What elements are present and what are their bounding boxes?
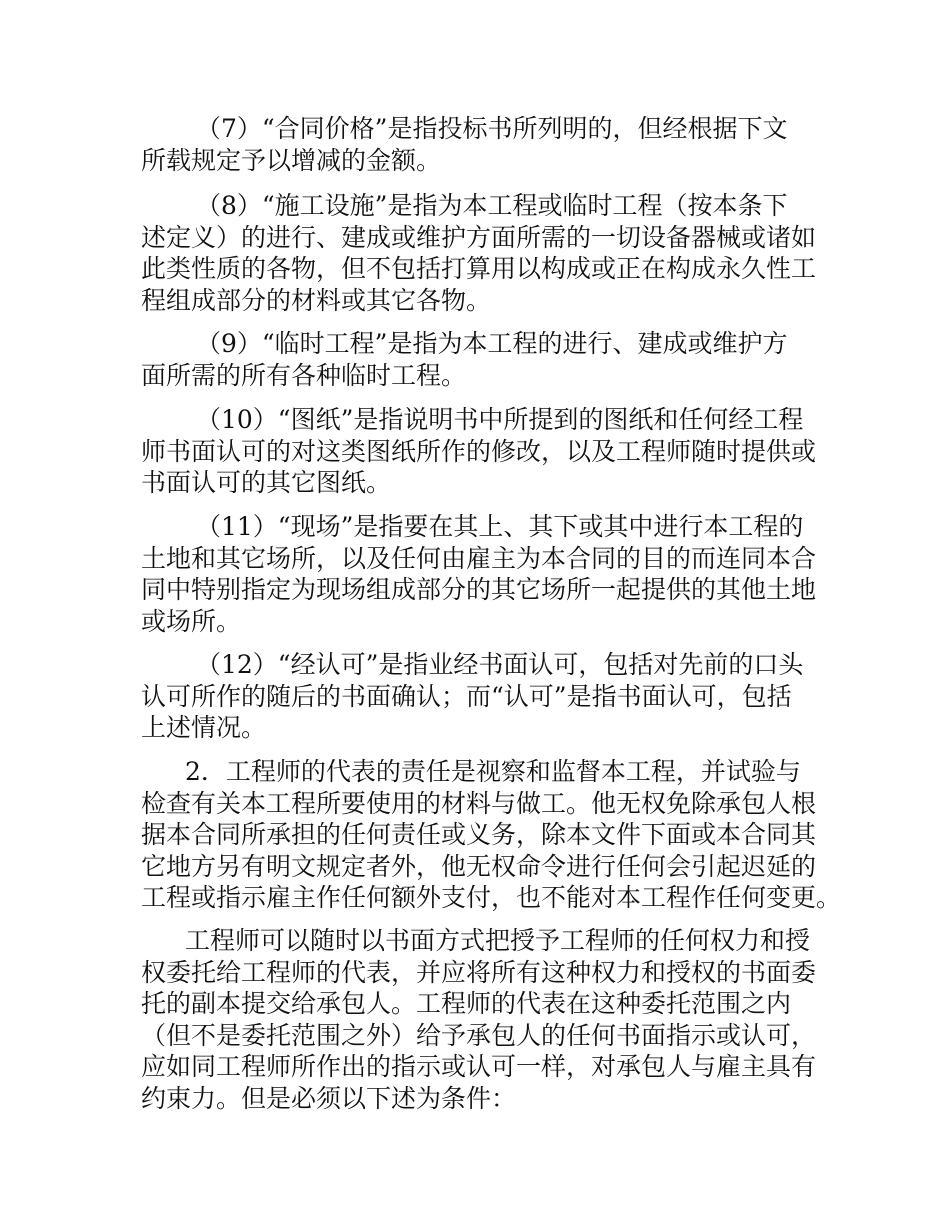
text-line: 托的副本提交给承包人。工程师的代表在这种委托范围之内 bbox=[141, 989, 792, 1018]
text-line: 或场所。 bbox=[141, 606, 242, 636]
text-line: 认可所作的随后的书面确认；而“认可”是指书面认可，包括 bbox=[141, 681, 792, 711]
paragraph-approved bbox=[141, 649, 821, 744]
text-line: 工程或指示雇主作任何额外支付，也不能对本工程作任何变更。 bbox=[141, 883, 842, 912]
text-line: 它地方另有明文规定者外，他无权命令进行任何会引起迟延的 bbox=[141, 851, 817, 881]
text-line: 据本合同所承担的任何责任或义务，除本文件下面或本合同其 bbox=[141, 820, 817, 849]
text-line: 2．工程师的代表的责任是视察和监督本工程，并试验与 bbox=[185, 757, 801, 786]
paragraph-construction-facilities bbox=[141, 190, 821, 316]
paragraph-delegation bbox=[141, 925, 821, 1114]
text-line: （8）“施工设施”是指为本工程或临时工程（按本条下 bbox=[196, 191, 788, 220]
text-line: 面所需的所有各种临时工程。 bbox=[141, 360, 467, 390]
text-line: 权委托给工程师的代表，并应将所有这种权力和授权的书面委 bbox=[141, 957, 817, 987]
text-line: 书面认可的其它图纸。 bbox=[141, 468, 392, 497]
paragraph-temporary-works bbox=[141, 328, 821, 391]
text-line: （但不是委托范围之外）给予承包人的任何书面指示或认可， bbox=[141, 1020, 817, 1050]
text-line: 工程师可以随时以书面方式把授予工程师的任何权力和授 bbox=[185, 926, 811, 955]
text-line: 所载规定予以增减的金额。 bbox=[141, 145, 442, 175]
text-line: （12）“经认可”是指业经书面认可，包括对先前的口头 bbox=[196, 650, 804, 679]
text-line: （10）“图纸”是指说明书中所提到的图纸和任何经工程 bbox=[196, 405, 804, 434]
text-line: 程组成部分的材料或其它各物。 bbox=[141, 285, 492, 315]
text-line: （11）“现场”是指要在其上、其下或其中进行本工程的 bbox=[196, 512, 804, 541]
paragraph-section-2 bbox=[141, 756, 842, 914]
text-line: 应如同工程师所作出的指示或认可一样，对承包人与雇主具有 bbox=[141, 1052, 817, 1081]
text-line: 土地和其它场所，以及任何由雇主为本合同的目的而连同本合 bbox=[141, 543, 817, 573]
paragraph-contract-price bbox=[141, 113, 821, 176]
text-line: 师书面认可的对这类图纸所作的修改，以及工程师随时提供或 bbox=[141, 436, 817, 466]
text-line: （9）“临时工程”是指为本工程的进行、建成或维护方 bbox=[196, 329, 788, 358]
text-line: 同中特别指定为现场组成部分的其它场所一起提供的其他土地 bbox=[141, 575, 817, 604]
text-line: 述定义）的进行、建成或维护方面所需的一切设备器械或诸如 bbox=[141, 222, 817, 252]
text-line: 此类性质的各物，但不包括打算用以构成或正在构成永久性工 bbox=[141, 254, 817, 283]
paragraph-drawings bbox=[141, 404, 821, 499]
text-line: 约束力。但是必须以下述为条件： bbox=[141, 1083, 517, 1113]
paragraph-site bbox=[141, 511, 821, 637]
text-line: 检查有关本工程所要使用的材料与做工。他无权免除承包人根 bbox=[141, 788, 817, 818]
text-line: （7）“合同价格”是指投标书所列明的，但经根据下文 bbox=[196, 114, 788, 143]
text-line: 上述情况。 bbox=[141, 713, 267, 742]
